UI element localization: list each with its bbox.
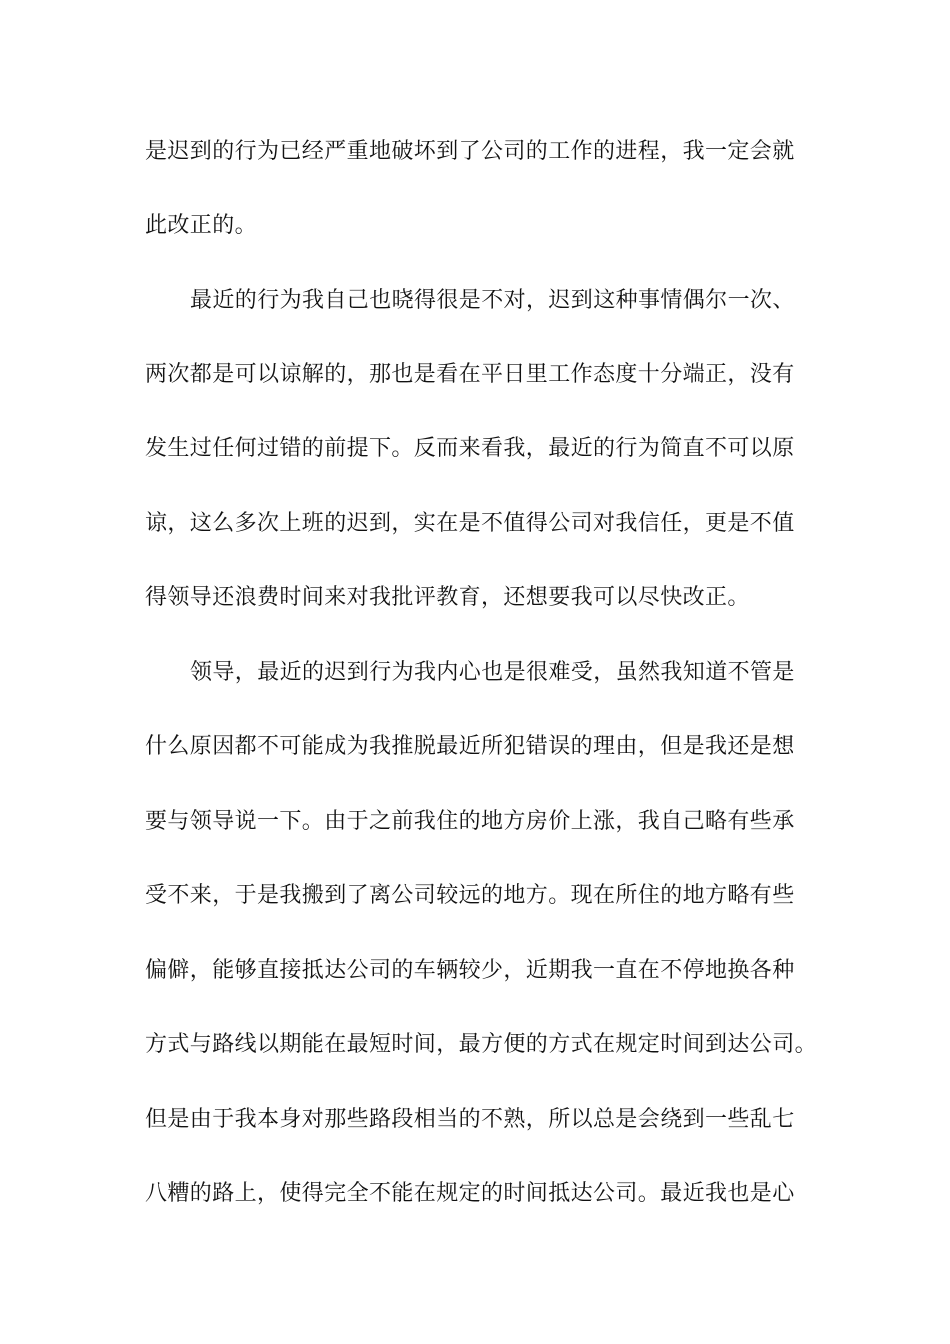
text-line: 什么原因都不可能成为我推脱最近所犯错误的理由，但是我还是想 xyxy=(145,734,795,759)
text-line: 方式与路线以期能在最短时间，最方便的方式在规定时间到达公司。 xyxy=(145,1032,818,1057)
text-line: 是迟到的行为已经严重地破坏到了公司的工作的进程，我一定会就 xyxy=(145,139,795,164)
text-line: 受不来，于是我搬到了离公司较远的地方。现在所住的地方略有些 xyxy=(145,883,795,908)
text-line: 谅，这么多次上班的迟到，实在是不值得公司对我信任，更是不值 xyxy=(145,511,795,536)
text-line: 八糟的路上，使得完全不能在规定的时间抵达公司。最近我也是心 xyxy=(145,1181,795,1206)
paragraph-first-line: 最近的行为我自己也晓得很是不对，迟到这种事情偶尔一次、 xyxy=(190,288,795,313)
text-line: 但是由于我本身对那些路段相当的不熟，所以总是会绕到一些乱七 xyxy=(145,1107,795,1132)
text-line: 得领导还浪费时间来对我批评教育，还想要我可以尽快改正。 xyxy=(145,585,750,610)
text-line: 两次都是可以谅解的，那也是看在平日里工作态度十分端正，没有 xyxy=(145,362,795,387)
text-line: 要与领导说一下。由于之前我住的地方房价上涨，我自己略有些承 xyxy=(145,809,795,834)
paragraph-first-line: 领导，最近的迟到行为我内心也是很难受，虽然我知道不管是 xyxy=(190,660,795,685)
text-line: 此改正的。 xyxy=(145,213,258,238)
text-line: 发生过任何过错的前提下。反而来看我，最近的行为简直不可以原 xyxy=(145,436,795,461)
text-line: 偏僻，能够直接抵达公司的车辆较少，近期我一直在不停地换各种 xyxy=(145,958,795,983)
